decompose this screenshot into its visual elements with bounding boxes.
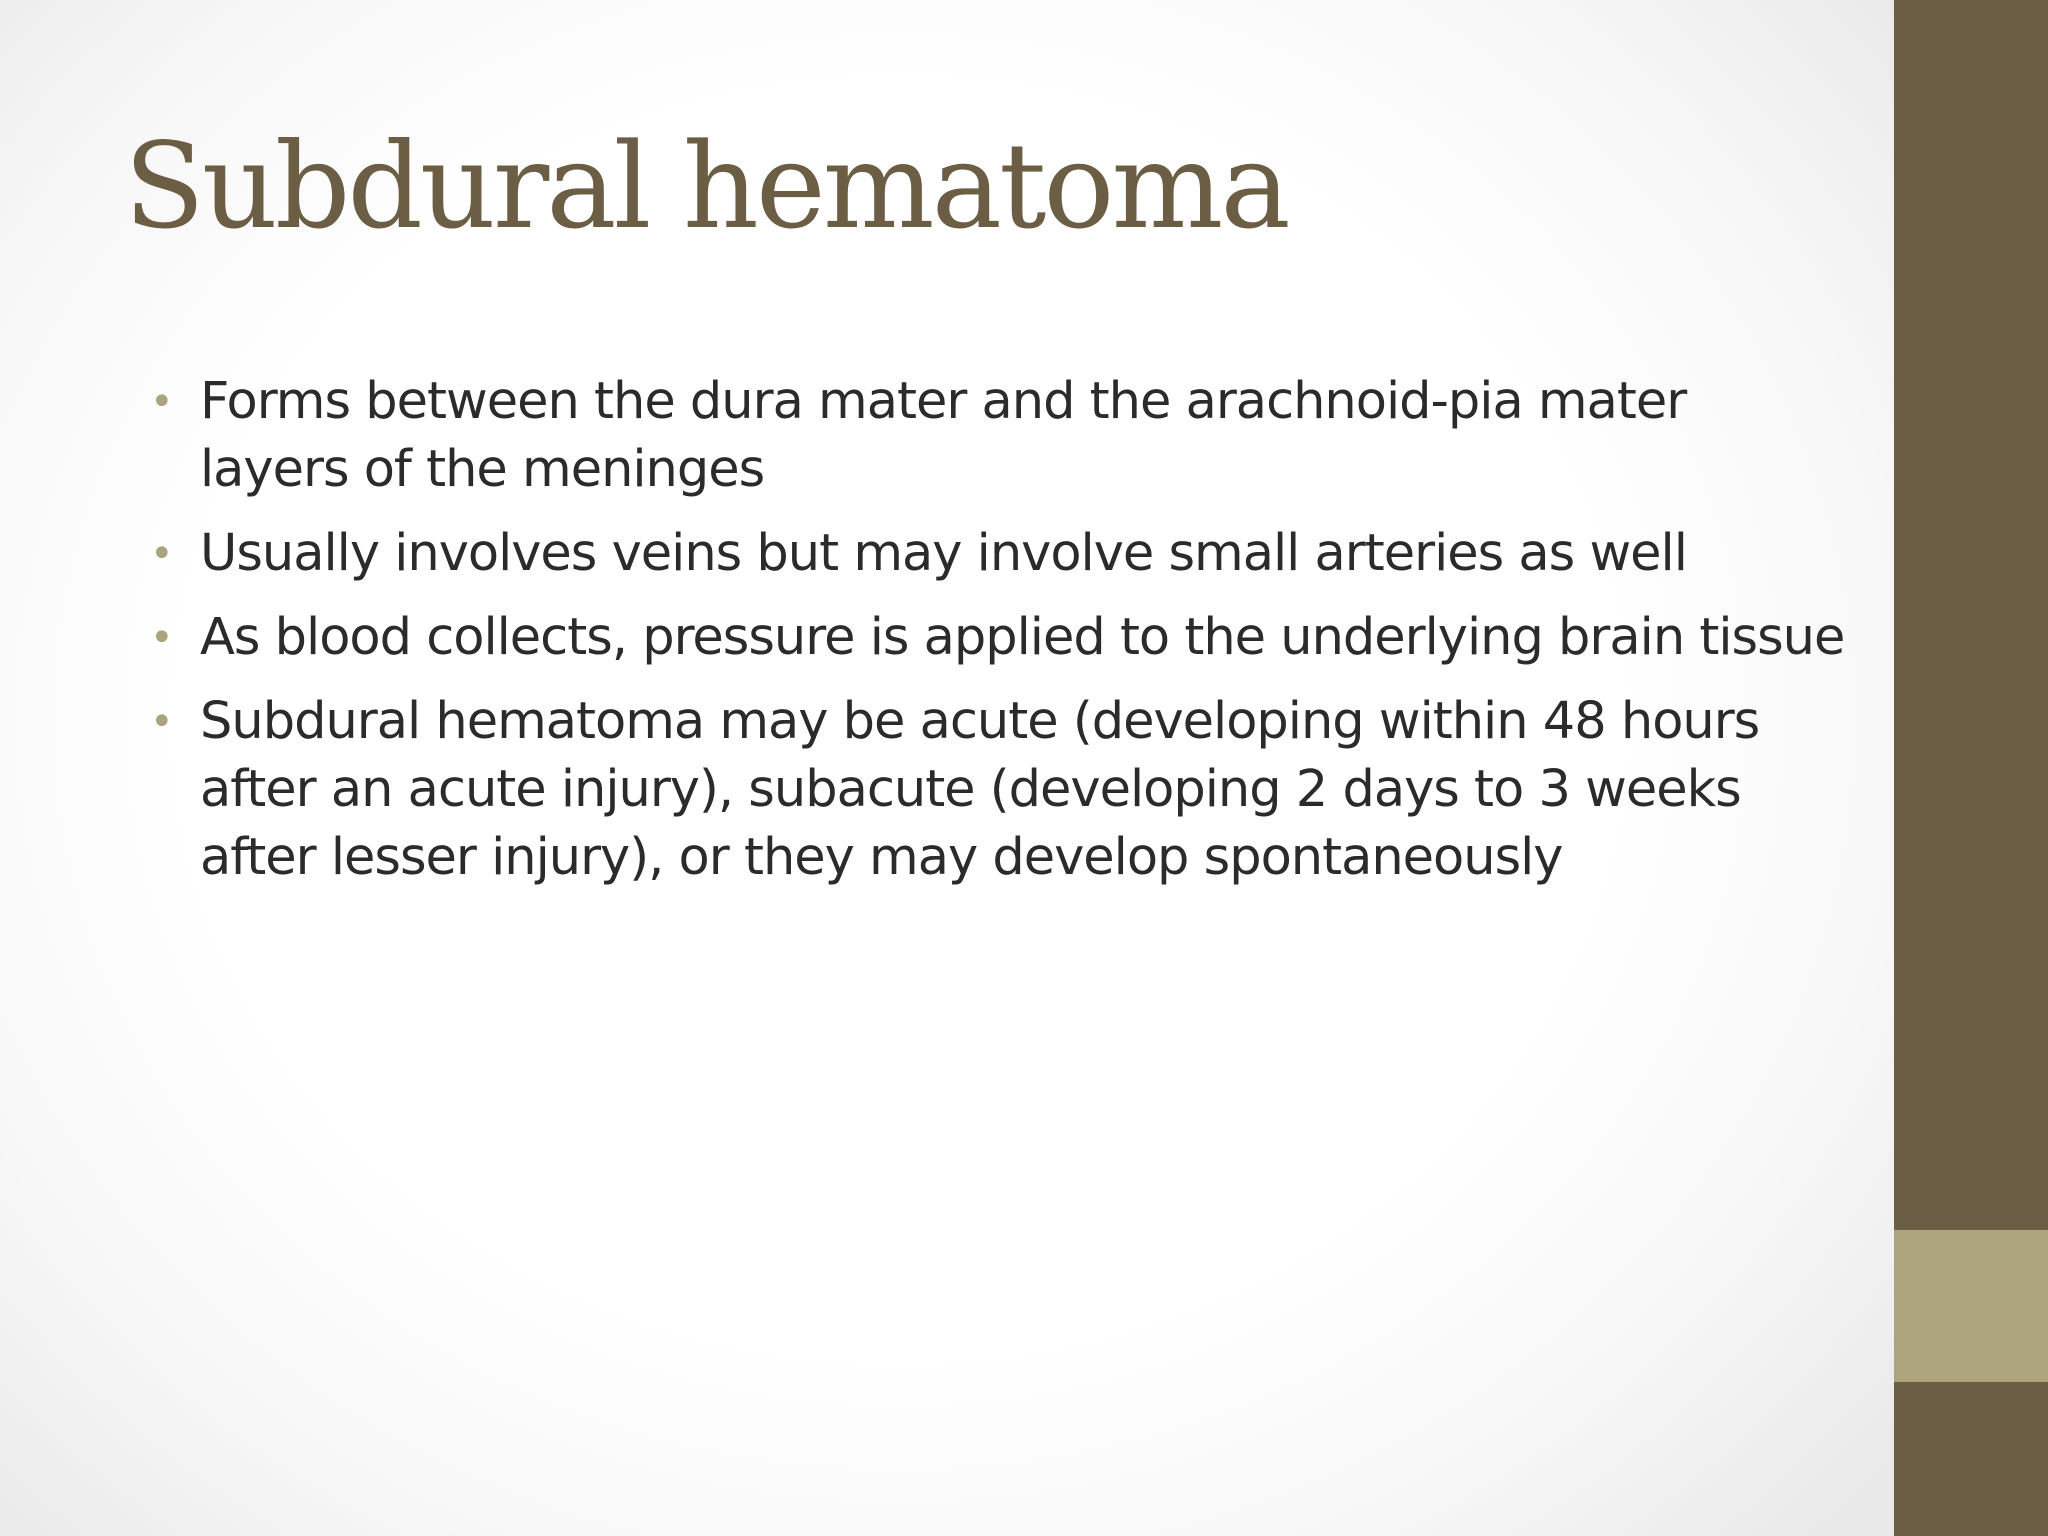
bullet-item xyxy=(148,368,1848,504)
bullet-list xyxy=(148,368,1848,908)
decorative-sidebar-accent xyxy=(1894,1230,2048,1382)
bullet-item xyxy=(148,688,1848,892)
bullet-item xyxy=(148,604,1848,672)
bullet-text: Usually involves veins but may involve small arteries as well xyxy=(200,524,1687,583)
slide-title: Subdural hematoma xyxy=(124,117,1288,255)
bullet-item xyxy=(148,520,1848,588)
bullet-icon: • xyxy=(150,531,173,577)
bullet-text: Subdural hematoma may be acute (developing within 48 hours after an acute injury), subacute (developing 2 days to 3 weeks after lesser injury), or they may develop spontaneously xyxy=(200,692,1760,887)
bullet-text: Forms between the dura mater and the arachnoid-pia mater layers of the meninges xyxy=(200,372,1687,499)
bullet-text: As blood collects, pressure is applied to the underlying brain tissue xyxy=(200,608,1845,667)
bullet-icon: • xyxy=(150,379,173,425)
bullet-icon: • xyxy=(150,699,173,745)
bullet-icon: • xyxy=(150,615,173,661)
